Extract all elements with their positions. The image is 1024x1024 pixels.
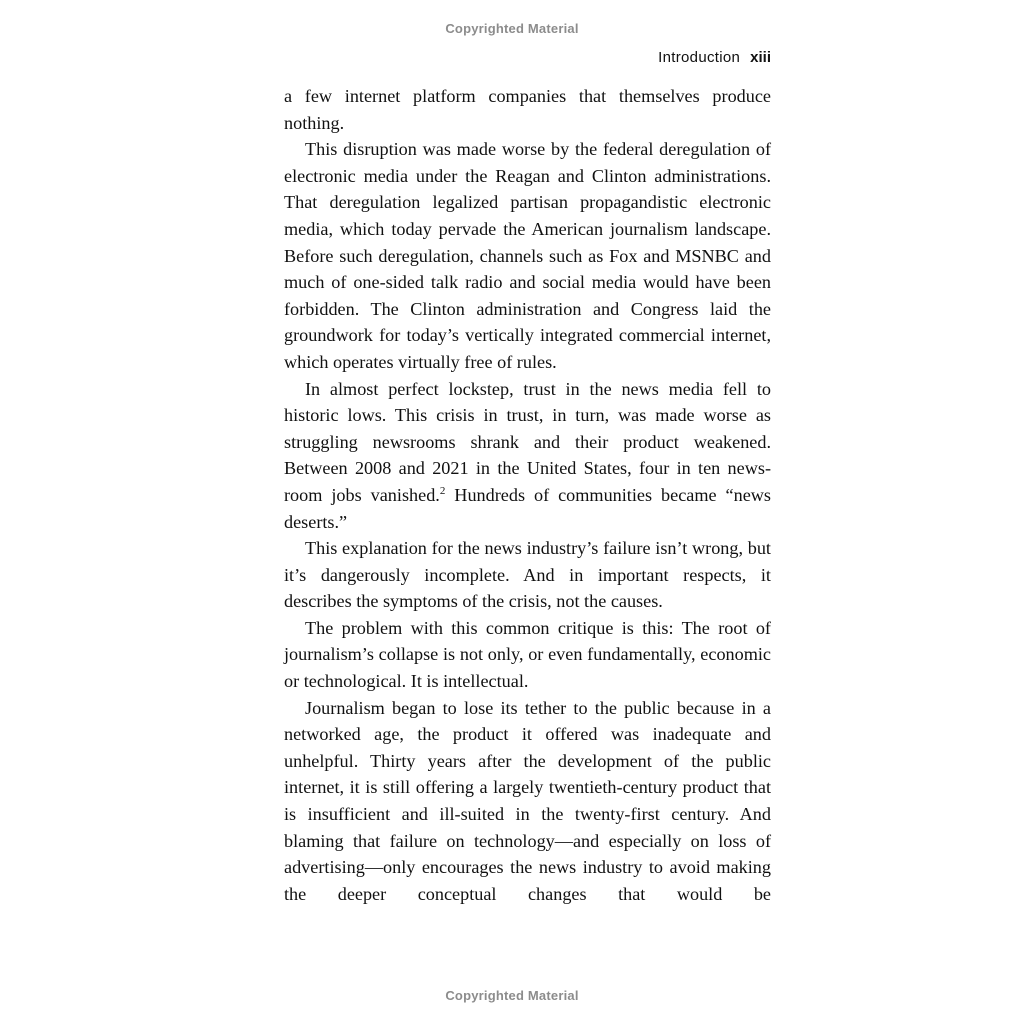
paragraph-continued: a few internet platform companies that themselves produce nothing. (284, 86, 771, 133)
page-number: xiii (750, 49, 771, 66)
paragraph-with-footnote (284, 376, 771, 536)
chapter-title: Introduction (658, 49, 741, 66)
running-head (284, 49, 771, 66)
body-text (284, 83, 771, 907)
copyright-watermark-bottom: Copyrighted Material (445, 988, 579, 1003)
paragraph: The problem with this common critique is this: The root of journalism’s collapse is not only, or even fundamentally, economic or technological. It is intellectual. (284, 617, 771, 692)
paragraph-text: Hundreds of communities became “news deserts.” (284, 484, 771, 532)
copyright-watermark-top: Copyrighted Material (445, 21, 579, 36)
footnote-marker: 2 (439, 484, 446, 497)
paragraph: This disruption was made worse by the federal deregulation of electronic media under the Reagan and Clinton administrations. That deregulation legalized partisan propagandistic electronic media, which today pervade the American journalism landscape. Before such deregulation, channels such as Fox and MSNBC and much of one-sided talk radio and social media would have been forbidden. The Clinton administration and Congress laid the groundwork for today’s vertically integrated commercial internet, which operates virtually free of rules. (284, 139, 771, 372)
paragraph: Journalism began to lose its tether to the public because in a networked age, the product it offered was inadequate and unhelpful. Thirty years after the development of the public internet, it is still offering a largely twentieth-century product that is insufficient and ill-suited in the twenty-first century. And blaming that failure on technology—and especially on loss of advertising—only encourages the news industry to avoid making the deeper conceptual changes that would be (284, 697, 771, 904)
paragraph-text: In almost perfect lockstep, trust in the news media fell to historic lows. This crisis in trust, in turn, was made worse as struggling newsrooms shrank and their product weakened. Between 2008 and 2021 in the United States, four in ten newsroom jobs vanished. (284, 378, 771, 505)
paragraph: This explanation for the news industry’s failure isn’t wrong, but it’s dangerously incomplete. And in important respects, it describes the symptoms of the crisis, not the causes. (284, 538, 771, 612)
